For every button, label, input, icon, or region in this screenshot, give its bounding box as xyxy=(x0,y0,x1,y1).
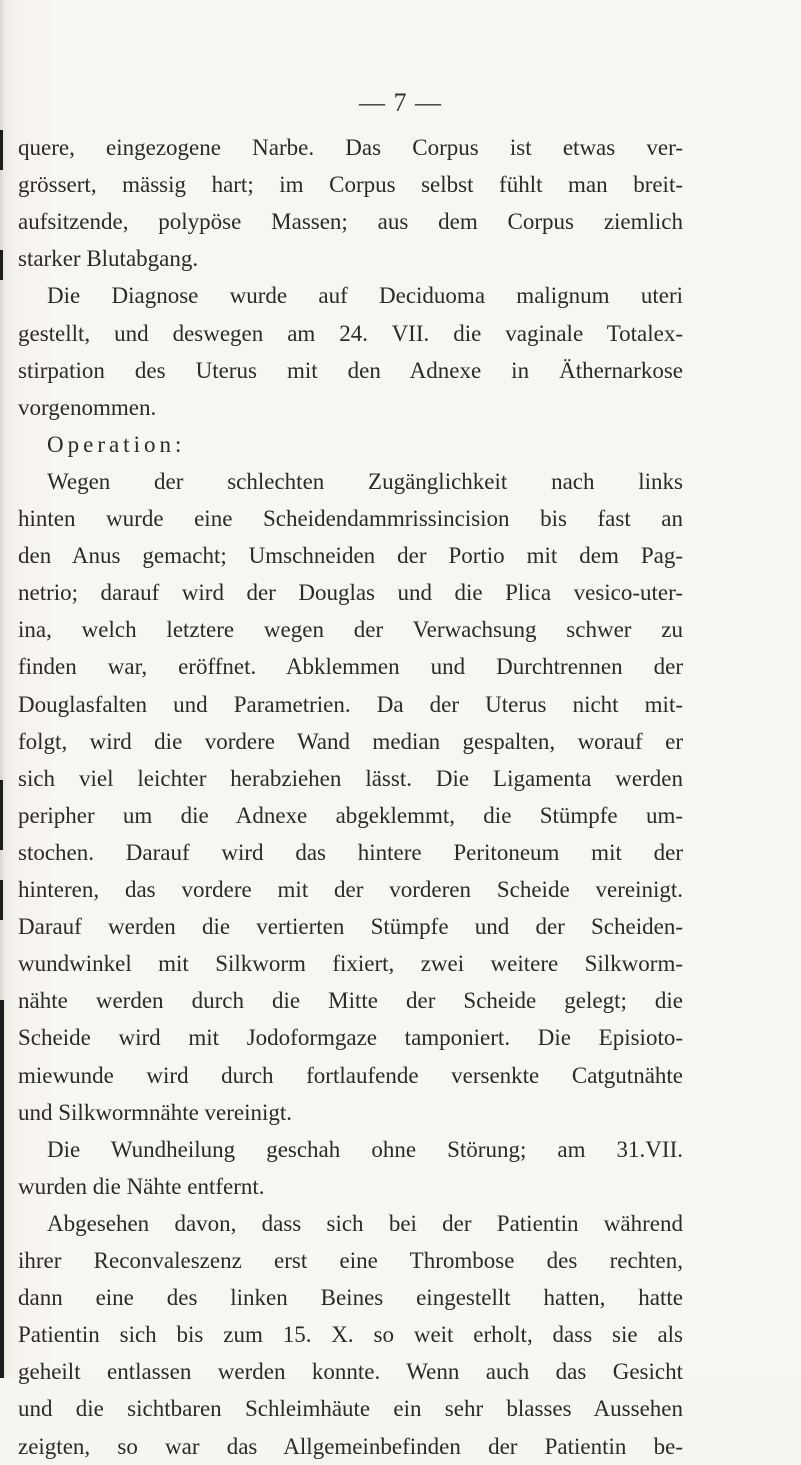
text-line: wundwinkel mit Silkworm fixiert, zwei weitere Silkworm- xyxy=(18,951,683,977)
text-line: dann eine des linken Beines eingestellt hatten, hatte xyxy=(18,1285,683,1311)
text-line: Operation: xyxy=(47,431,186,457)
text-line: vorgenommen. xyxy=(18,394,157,420)
text-line: starker Blutabgang. xyxy=(18,246,199,272)
text-line: Abgesehen davon, dass sich bei der Patientin während xyxy=(47,1210,683,1236)
text-line: Douglasfalten und Parametrien. Da der Uterus nicht mit- xyxy=(18,691,683,717)
text-line: ina, welch letztere wegen der Verwachsung schwer zu xyxy=(18,617,683,643)
text-line: quere, eingezogene Narbe. Das Corpus ist etwas ver- xyxy=(18,135,683,160)
text-line: den Anus gemacht; Umschneiden der Portio mit dem Pag- xyxy=(18,543,683,569)
text-line: zeigten, so war das Allgemeinbefinden der Patientin be- xyxy=(18,1433,683,1459)
text-line: aufsitzende, polypöse Massen; aus dem Corpus ziemlich xyxy=(18,209,683,235)
binding-edge-mark xyxy=(0,130,3,170)
text-line: hinten wurde eine Scheidendammrissincision bis fast an xyxy=(18,506,683,531)
page-number: — 7 — xyxy=(359,88,442,117)
text-line: miewunde wird durch fortlaufende versenkte Catgutnähte xyxy=(18,1062,683,1088)
text-line: finden war, eröffnet. Abklemmen und Durchtrennen der xyxy=(18,654,683,680)
text-line: wurden die Nähte entfernt. xyxy=(18,1173,265,1199)
text-line: Die Diagnose wurde auf Deciduoma malignum uteri xyxy=(47,283,683,309)
text-line: sich viel leichter herabziehen lässt. Die Ligamenta werden xyxy=(18,765,683,791)
text-line: und die sichtbaren Schleimhäute ein sehr blasses Aussehen xyxy=(18,1396,683,1422)
binding-edge-mark xyxy=(0,1000,4,1378)
text-line: folgt, wird die vordere Wand median gespalten, worauf er xyxy=(18,728,683,754)
binding-edge-mark xyxy=(0,880,3,920)
text-line: gestellt, und deswegen am 24. VII. die vaginale Totalex- xyxy=(18,320,683,346)
text-line: Wegen der schlechten Zugänglichkeit nach links xyxy=(47,468,683,494)
binding-edge-mark xyxy=(0,780,3,850)
text-line: Scheide wird mit Jodoformgaze tamponiert. Die Episioto- xyxy=(18,1025,683,1051)
text-line: stochen. Darauf wird das hintere Peritoneum mit der xyxy=(18,839,683,865)
text-line: Die Wundheilung geschah ohne Störung; am 31.VII. xyxy=(47,1136,683,1162)
text-line: hinteren, das vordere mit der vorderen Scheide vereinigt. xyxy=(18,877,683,902)
text-line: Patientin sich bis zum 15. X. so weit erholt, dass sie als xyxy=(18,1322,683,1348)
text-line: netrio; darauf wird der Douglas und die Plica vesico-uter- xyxy=(18,580,683,606)
text-line: Darauf werden die vertierten Stümpfe und der Scheiden- xyxy=(18,914,683,940)
text-line: ihrer Reconvaleszenz erst eine Thrombose des rechten, xyxy=(18,1248,683,1273)
text-line: grössert, mässig hart; im Corpus selbst fühlt man breit- xyxy=(18,172,683,198)
text-line: peripher um die Adnexe abgeklemmt, die Stümpfe um- xyxy=(18,802,683,828)
binding-edge-mark xyxy=(0,250,3,280)
text-line: stirpation des Uterus mit den Adnexe in Äthernarkose xyxy=(18,357,683,383)
text-line: nähte werden durch die Mitte der Scheide gelegt; die xyxy=(18,988,683,1014)
text-line: geheilt entlassen werden konnte. Wenn auch das Gesicht xyxy=(18,1359,683,1385)
text-line: und Silkwormnähte vereinigt. xyxy=(18,1099,293,1125)
